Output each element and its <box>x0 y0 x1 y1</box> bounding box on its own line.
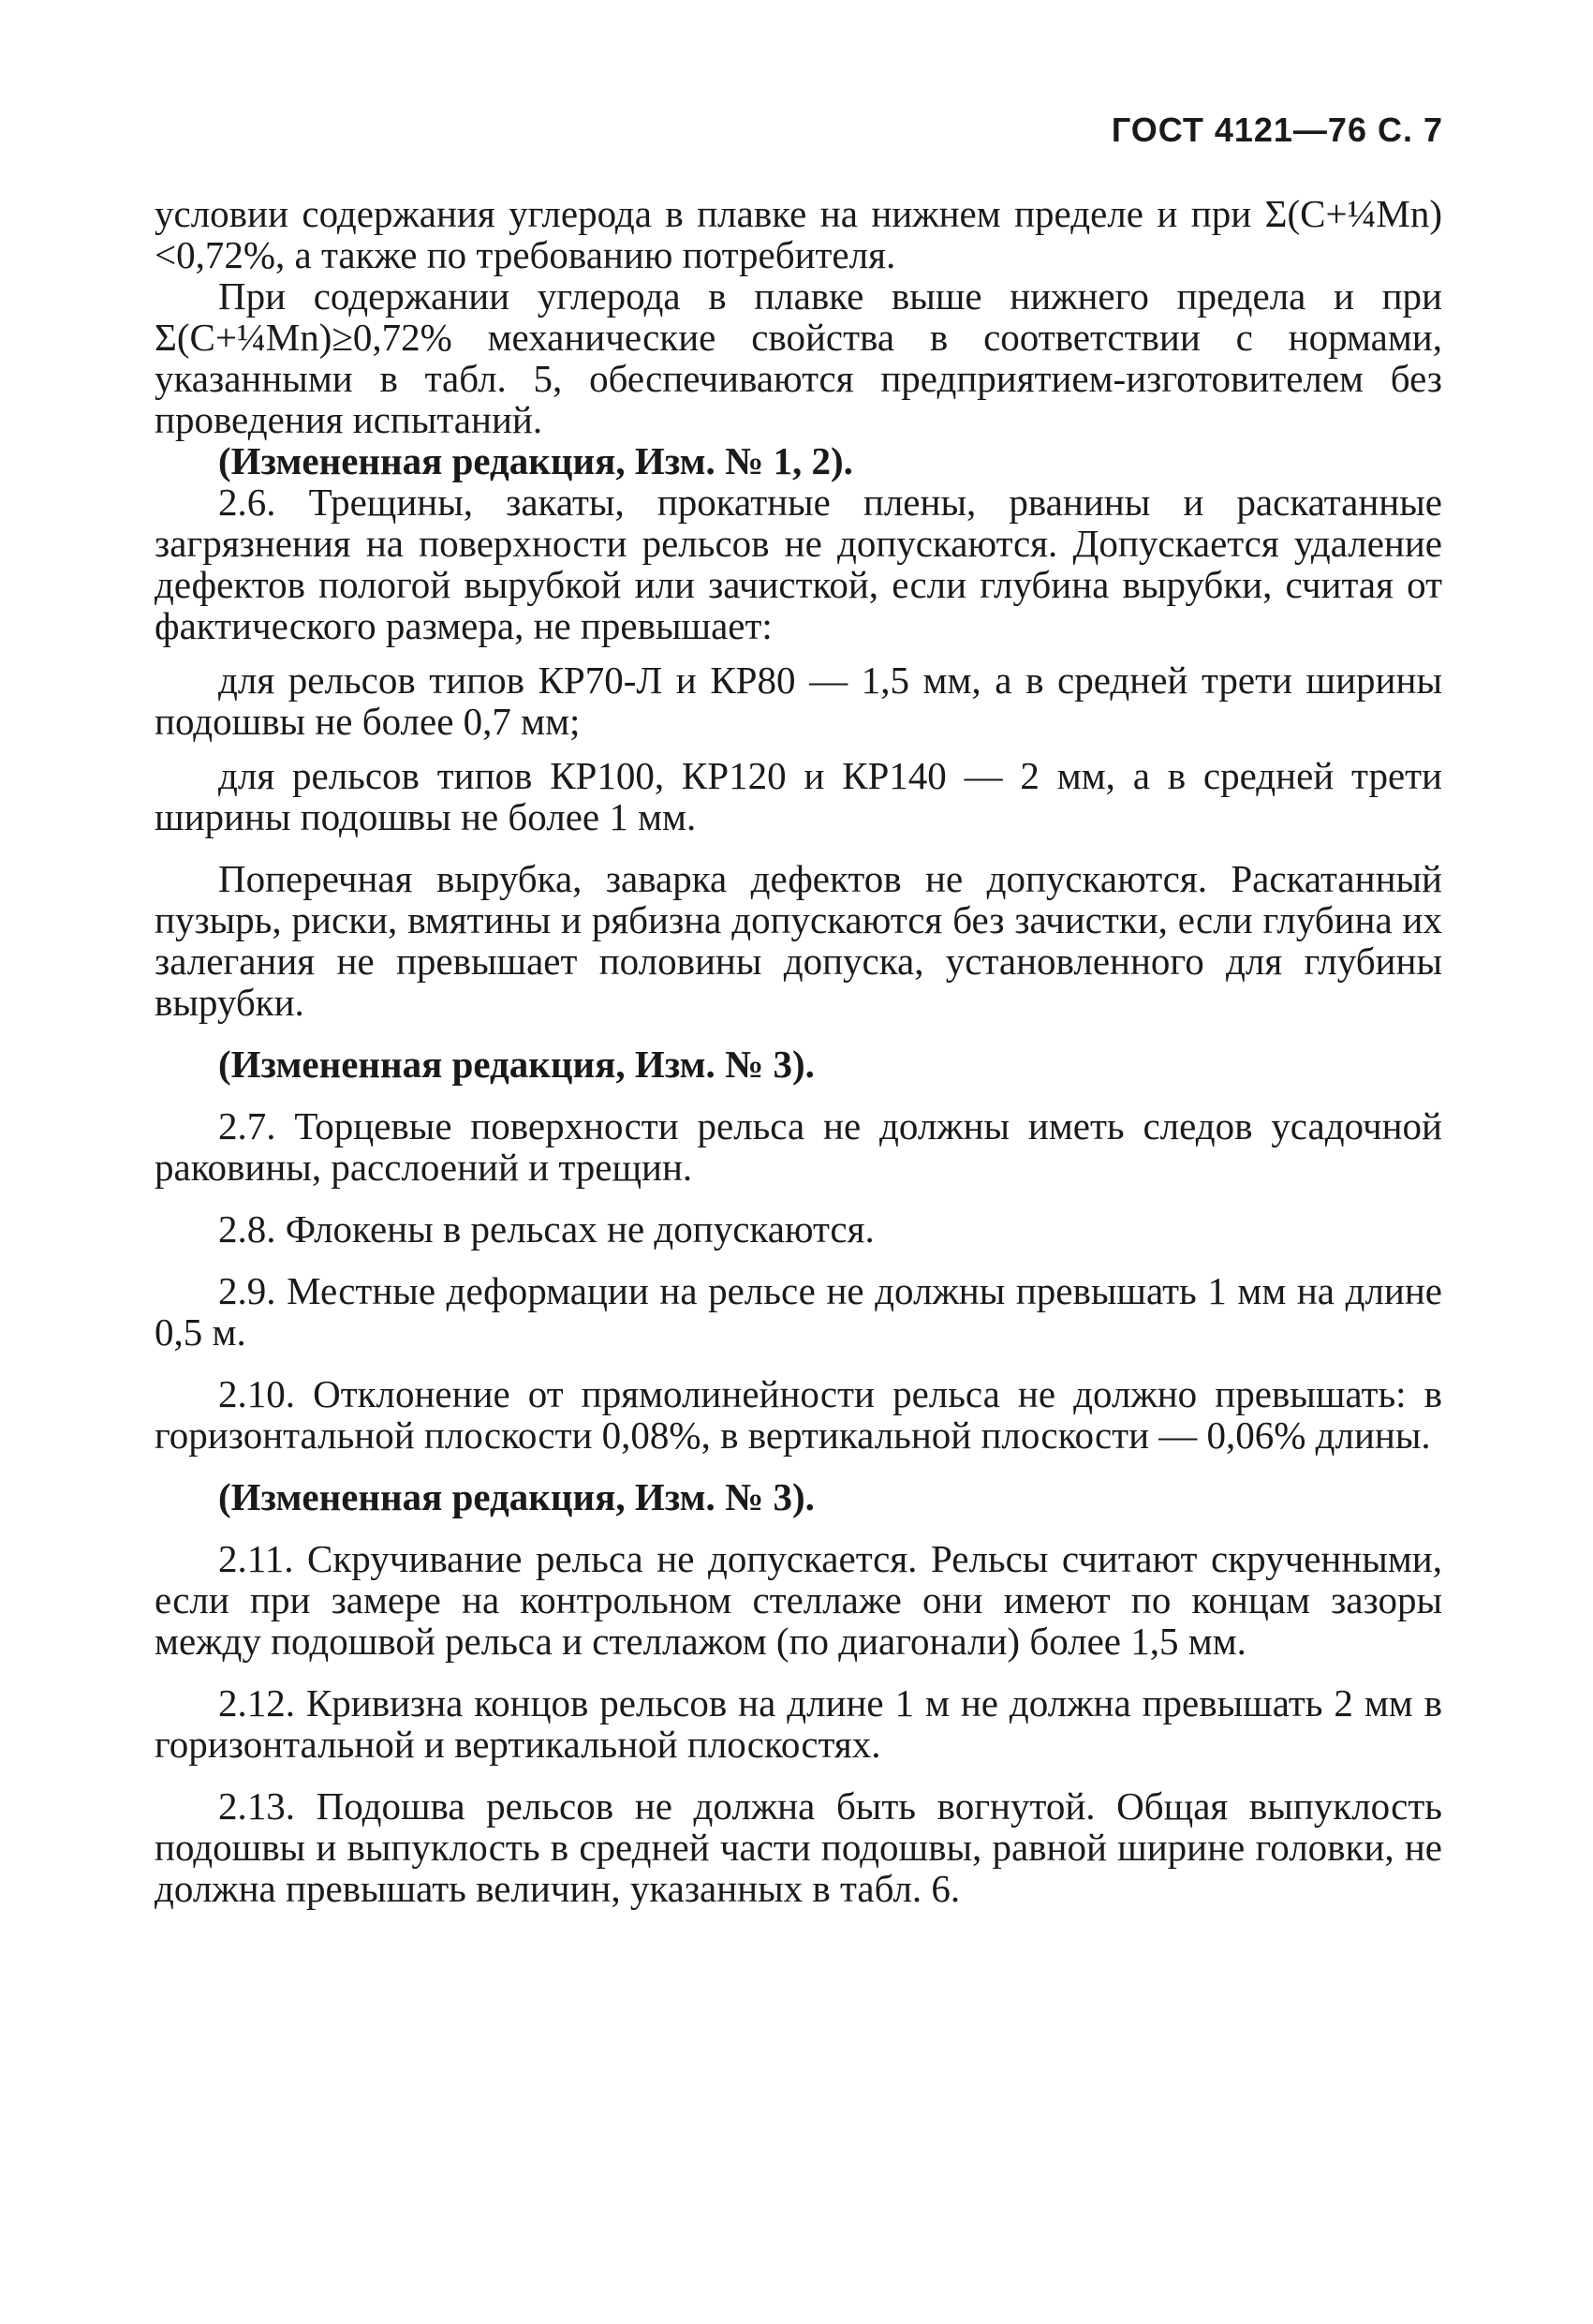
amendment-note: (Измененная редакция, Изм. № 3). <box>218 1043 815 1086</box>
clause-2-7: 2.7. Торцевые поверхности рельса не должны иметь следов усадочной раковины, расслоений и трещин. <box>155 1104 1442 1189</box>
clause-2-8: 2.8. Флокены в рельсах не допускаются. <box>218 1207 875 1251</box>
page-header: ГОСТ 4121—76 С. 7 <box>1111 111 1443 149</box>
paragraph-continuation: условии содержания углерода в плавке на нижнем пределе и при Σ(C+¼Mn)<0,72%, а также по требованию потребителя. <box>155 192 1442 276</box>
clause-2-10: 2.10. Отклонение от прямолинейности рельса не должно превышать: в горизонтальной плоскости 0,08%, в вертикальной плоскости — 0,06% длины. <box>155 1372 1442 1457</box>
amendment-note: (Измененная редакция, Изм. № 3). <box>218 1475 815 1518</box>
amendment-note: (Измененная редакция, Изм. № 1, 2). <box>218 439 853 482</box>
clause-2-11: 2.11. Скручивание рельса не допускается. Рельсы считают скрученными, если при замере на контрольном стеллаже они имеют по концам зазоры между подошвой рельса и стеллажом (по диагонали) более 1,5 мм. <box>155 1537 1442 1663</box>
clause-2-12: 2.12. Кривизна концов рельсов на длине 1 м не должна превышать 2 мм в горизонтальной и вертикальной плоскостях. <box>155 1681 1442 1766</box>
paragraph-carbon-content: При содержании углерода в плавке выше нижнего предела и при Σ(C+¼Mn)≥0,72% механические свойства в соответствии с нормами, указанными в табл. 5, обеспечиваются предприятием-изготовителем без проведения испытаний. <box>155 274 1442 441</box>
clause-2-6: 2.6. Трещины, закаты, прокатные плены, рванины и раскатанные загрязнения на поверхности рельсов не допускаются. Допускается удаление дефектов пологой вырубкой или зачисткой, если глубина вырубки, считая от фактического размера, не превышает: <box>155 481 1442 647</box>
clause-2-13: 2.13. Подошва рельсов не должна быть вогнутой. Общая выпуклость подошвы и выпуклость в средней части подошвы, равной ширине головки, не должна превышать величин, указанных в табл. 6. <box>155 1784 1442 1910</box>
clause-2-6-transverse: Поперечная вырубка, заварка дефектов не допускаются. Раскатанный пузырь, риски, вмятины и рябизна допускаются без зачистки, если глубина их залегания не превышает половины допуска, установленного для глубины вырубки. <box>155 857 1442 1024</box>
clause-2-6-item-kr100-kr140: для рельсов типов КР100, КР120 и КР140 — 2 мм, а в средней трети ширины подошвы не более 1 мм. <box>155 754 1442 838</box>
clause-2-9: 2.9. Местные деформации на рельсе не должны превышать 1 мм на длине 0,5 м. <box>155 1269 1442 1354</box>
document-body <box>155 193 1442 1909</box>
clause-2-6-item-kr70-kr80: для рельсов типов КР70-Л и КР80 — 1,5 мм, а в средней трети ширины подошвы не более 0,7 мм; <box>155 659 1442 743</box>
